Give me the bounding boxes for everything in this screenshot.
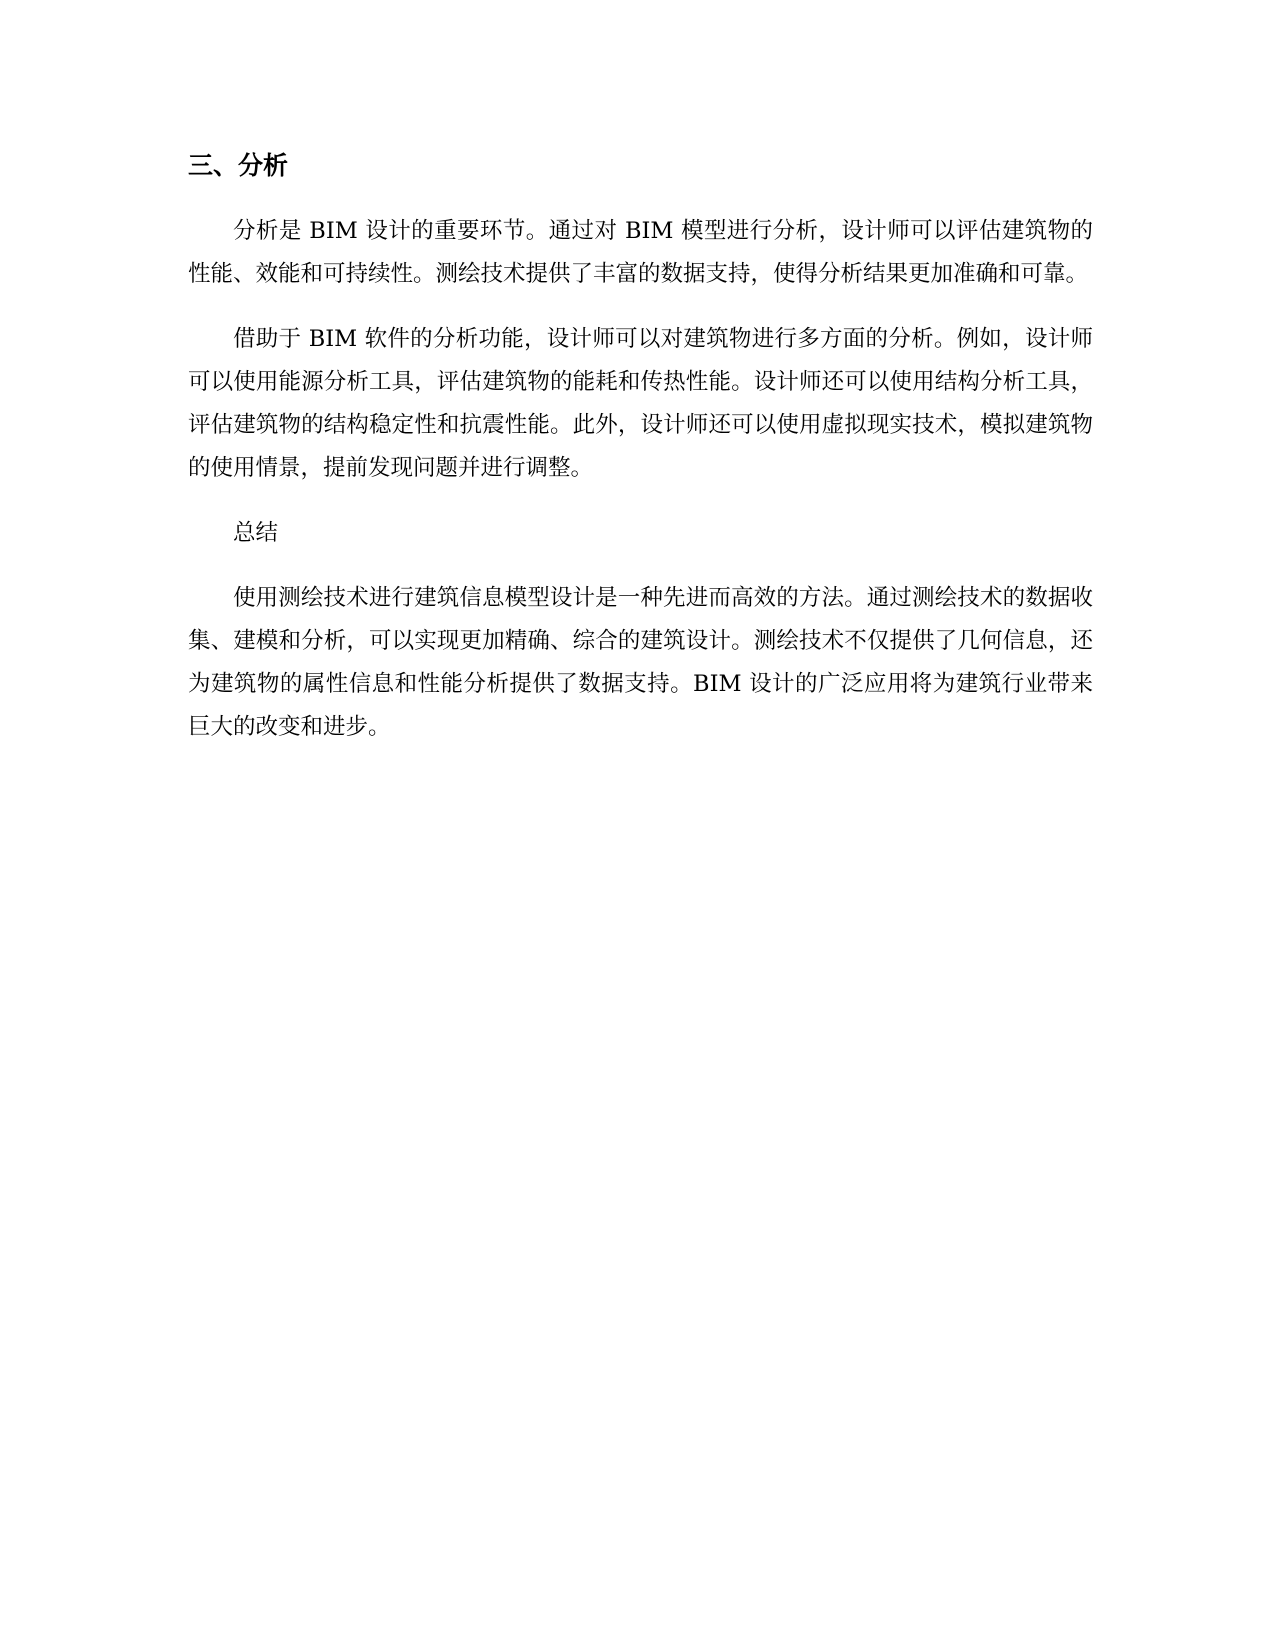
paragraph-summary: 使用测绘技术进行建筑信息模型设计是一种先进而高效的方法。通过测绘技术的数据收集、建模和分析，可以实现更加精确、综合的建筑设计。测绘技术不仅提供了几何信息，还为建筑物的属性信息和性能分析提供了数据支持。BIM 设计的广泛应用将为建筑行业带来巨大的改变和进步。 (188, 585, 1093, 740)
summary-label: 总结 (233, 520, 279, 546)
paragraph-analysis-intro: 分析是 BIM 设计的重要环节。通过对 BIM 模型进行分析，设计师可以评估建筑物的性能、效能和可持续性。测绘技术提供了丰富的数据支持，使得分析结果更加准确和可靠。 (188, 218, 1093, 287)
paragraph-analysis-tools: 借助于 BIM 软件的分析功能，设计师可以对建筑物进行多方面的分析。例如，设计师可以使用能源分析工具，评估建筑物的能耗和传热性能。设计师还可以使用结构分析工具，评估建筑物的结构稳定性和抗震性能。此外，设计师还可以使用虚拟现实技术，模拟建筑物的使用情景，提前发现问题并进行调整。 (188, 326, 1093, 481)
section-heading: 三、分析 (188, 151, 289, 180)
document-body (188, 146, 1093, 771)
